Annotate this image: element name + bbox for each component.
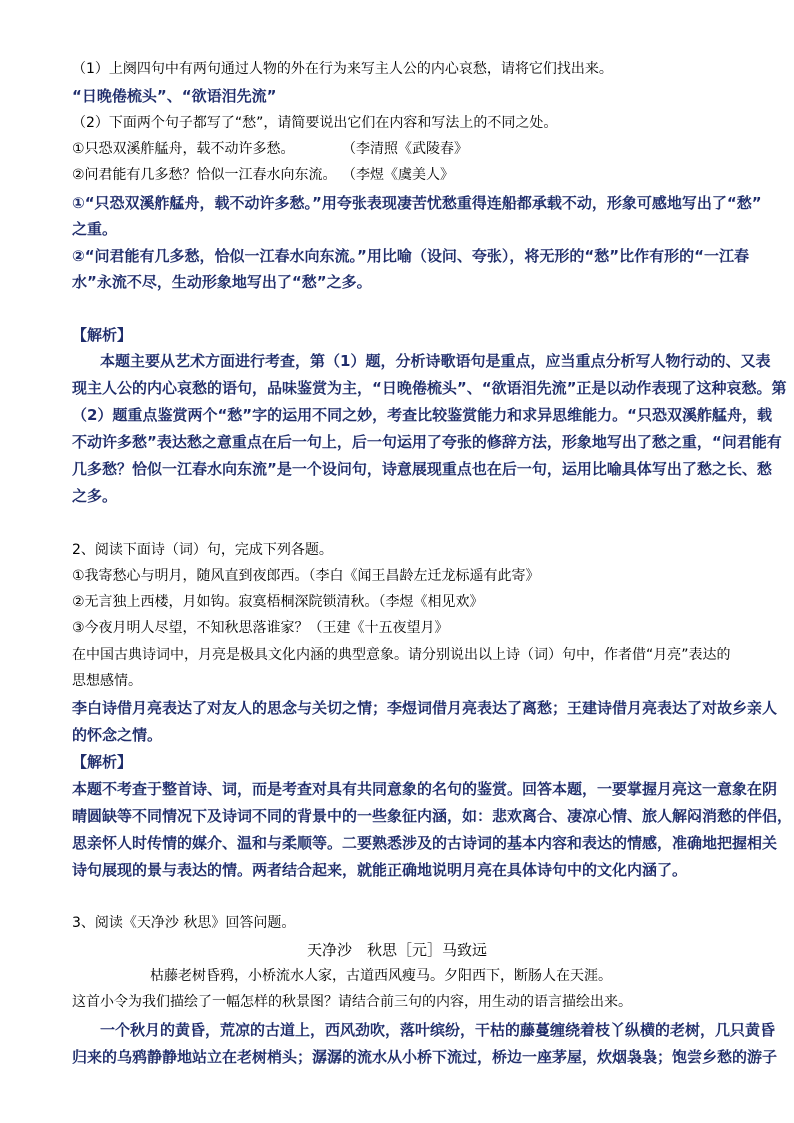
q1-sentence2 xyxy=(72,165,742,185)
q1-sentence2-text: ②问君能有几多愁？恰似一江春水向东流。 xyxy=(72,167,337,183)
q2-line: ③今夜月明人尽望，不知秋思落谁家？（王建《十五夜望月》 xyxy=(72,620,449,636)
q1-analysis-line: 之多。 xyxy=(72,487,118,505)
q1-answer-line: ②“问君能有几多愁，恰似一江春水向东流。”用比喻（设问、夸张），将无形的“愁”比作有形的“一江春 xyxy=(72,247,749,265)
q3-title: 3、阅读《天净沙 秋思》回答问题。 xyxy=(72,915,296,931)
q3-poem-text: 枯藤老树昏鸦，小桥流水人家，古道西风瘦马。夕阳西下，断肠人在天涯。 xyxy=(150,968,612,984)
q2-analysis-line: 本题不考查于整首诗、词，而是考查对具有共同意象的名句的鉴赏。回答本题，一要掌握月亮这一意象在阴 xyxy=(72,780,778,798)
q1-analysis-line: 现主人公的内心哀愁的语句，品味鉴赏为主，“日晚倦梳头”、“欲语泪先流”正是以动作表现了这种哀愁。第 xyxy=(72,379,787,397)
q1-answer-line: 水”永流不尽，生动形象地写出了“愁”之多。 xyxy=(72,273,372,291)
q2-analysis-line: 思亲怀人时传情的媒介、温和与柔顺等。二要熟悉涉及的古诗词的基本内容和表达的情感，准确地把握相关 xyxy=(72,834,778,852)
q3-answer-line: 归来的乌鸦静静地站立在老树梢头；潺潺的流水从小桥下流过，桥边一座茅屋，炊烟袅袅；饱尝乡愁的游子 xyxy=(72,1048,778,1066)
q3-poem-title: 天净沙 秋思［元］马致远 xyxy=(306,941,487,959)
q2-line: ①我寄愁心与明月，随风直到夜郎西。（李白《闻王昌龄左迁龙标遥有此寄》 xyxy=(72,568,540,584)
q1-answer-line: 之重。 xyxy=(72,220,118,238)
q1-analysis-line: 不动许多愁”表达愁之意重点在后一句上，后一句运用了夸张的修辞方法，形象地写出了愁之重，“问君能有 xyxy=(72,433,782,451)
q2-answer-line: 的怀念之情。 xyxy=(72,726,163,744)
q2-title: 2、阅读下面诗（词）句，完成下列各题。 xyxy=(72,542,333,558)
q1-sub1-question: （1）上阕四句中有两句通过人物的外在行为来写主人公的内心哀愁，请将它们找出来。 xyxy=(72,61,613,77)
q1-analysis-line: 本题主要从艺术方面进行考查，第（1）题，分析诗歌语句是重点，应当重点分析写人物行动的、又表 xyxy=(100,352,771,370)
q1-sentence2-source: （李煜《虞美人》 xyxy=(342,167,454,183)
q2-analysis-line: 晴圆缺等不同情况下及诗词不同的背景中的一些象征内涵，如：悲欢离合、凄凉心情、旅人解闷消愁的伴侣， xyxy=(72,807,793,825)
q1-answer-line: ①“只恐双溪舴艋舟，载不动许多愁。”用夸张表现凄苦忧愁重得连船都承载不动，形象可感地写出了“愁” xyxy=(72,194,762,212)
q3-question: 这首小令为我们描绘了一幅怎样的秋景图？请结合前三句的内容，用生动的语言描绘出来。 xyxy=(72,994,632,1010)
q2-line: 在中国古典诗词中，月亮是极具文化内涵的典型意象。请分别说出以上诗（词）句中，作者借“月亮”表达的 xyxy=(72,647,731,663)
q2-analysis-line: 诗句展现的景与表达的情。两者结合起来，就能正确地说明月亮在具体诗句中的文化内涵了。 xyxy=(72,861,688,879)
q1-sub2-question: （2）下面两个句子都写了“愁”，请简要说出它们在内容和写法上的不同之处。 xyxy=(72,115,558,131)
q2-answer-line: 李白诗借月亮表达了对友人的思念与关切之情；李煜词借月亮表达了离愁；王建诗借月亮表达了对故乡亲人 xyxy=(72,699,778,717)
q2-analysis-title: 【解析】 xyxy=(72,753,133,771)
q1-analysis-line: 几多愁？恰似一江春水向东流”是一个设问句，诗意展现重点也在后一句，运用比喻具体写出了愁之长、愁 xyxy=(72,460,772,478)
q1-sentence1-source: （李清照《武陵春》 xyxy=(342,141,468,157)
q1-analysis-title: 【解析】 xyxy=(72,326,133,344)
q3-answer-line: 一个秋月的黄昏，荒凉的古道上，西风劲吹，落叶缤纷，干枯的藤蔓缠绕着枝丫纵横的老树，几只黄昏 xyxy=(100,1021,776,1039)
q1-analysis-line: （2）题重点鉴赏两个“愁”字的运用不同之妙，考查比较鉴赏能力和求异思维能力。“只恐双溪舴艋舟，载 xyxy=(72,406,773,424)
q1-sub1-answer: “日晚倦梳头”、“欲语泪先流” xyxy=(72,87,277,105)
q1-sentence1 xyxy=(72,139,742,159)
q2-line: 思想感情。 xyxy=(72,673,142,689)
q2-line: ②无言独上西楼，月如钩。寂寞梧桐深院锁清秋。（李煜《相见欢》 xyxy=(72,594,484,610)
q1-sentence1-text: ①只恐双溪舴艋舟，载不动许多愁。 xyxy=(72,141,295,157)
